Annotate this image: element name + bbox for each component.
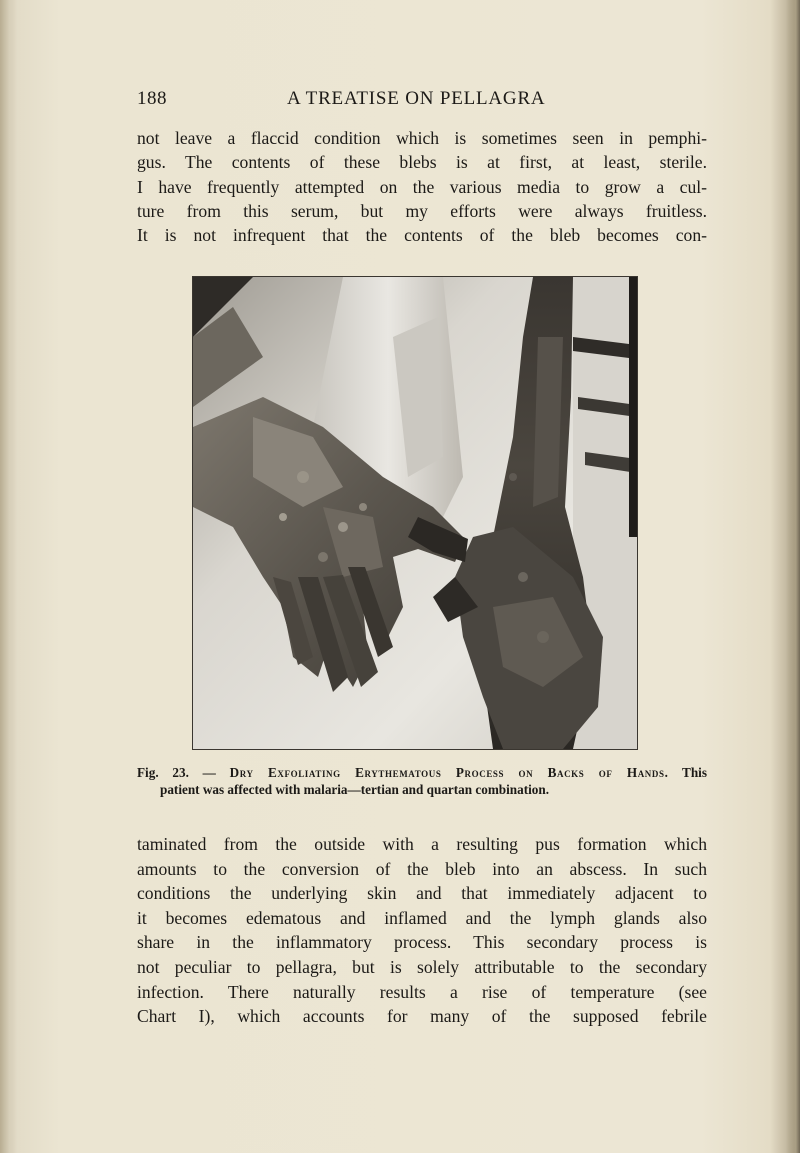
text-line: share in the inflammatory process. This secondary process is: [137, 932, 707, 953]
text-line: conditions the underlying skin and that immediately adjacent to: [137, 883, 707, 904]
figure-title-tail: This: [682, 765, 707, 780]
caption-line-2: patient was affected with malaria—tertian and quartan combination.: [160, 782, 550, 797]
caption-line-1: [137, 764, 707, 781]
text-line: amounts to the conversion of the bleb into an abscess. In such: [137, 858, 707, 879]
page-number: 188: [137, 88, 167, 109]
page-edge-shadow: [786, 0, 800, 1153]
text-line: it becomes edematous and inflamed and the lymph glands also: [137, 907, 707, 928]
text-line: taminated from the outside with a resulting pus formation which: [137, 834, 707, 854]
text-line: not peculiar to pellagra, but is solely attributable to the secondary: [137, 956, 707, 977]
text-line: Chart I), which accounts for many of the supposed febrile: [137, 1006, 707, 1027]
text-line: gus. The contents of these blebs is at first, at least, sterile.: [137, 152, 707, 173]
text-line: ture from this serum, but my efforts were always fruitless.: [137, 200, 707, 221]
text-line: I have frequently attempted on the various media to grow a cul-: [137, 176, 707, 197]
figure-photograph: [192, 276, 638, 750]
text-line: It is not infrequent that the contents of the bleb becomes con-: [137, 225, 707, 246]
page-gutter-shadow: [0, 0, 16, 1153]
running-header: [137, 88, 707, 116]
figure-title: Dry Exfoliating Erythematous Process on Backs of Hands.: [229, 765, 669, 780]
hands-photograph-illustration: [193, 277, 637, 749]
paragraph-bottom: [137, 832, 707, 1029]
text-line: infection. There naturally results a rise of temperature (see: [137, 981, 707, 1002]
paragraph-top: [137, 126, 707, 247]
figure-caption: [137, 764, 707, 798]
running-title: A TREATISE ON PELLAGRA: [287, 88, 546, 109]
figure-label: Fig. 23. —: [137, 765, 216, 780]
text-line: not leave a flaccid condition which is sometimes seen in pemphi-: [137, 128, 707, 148]
